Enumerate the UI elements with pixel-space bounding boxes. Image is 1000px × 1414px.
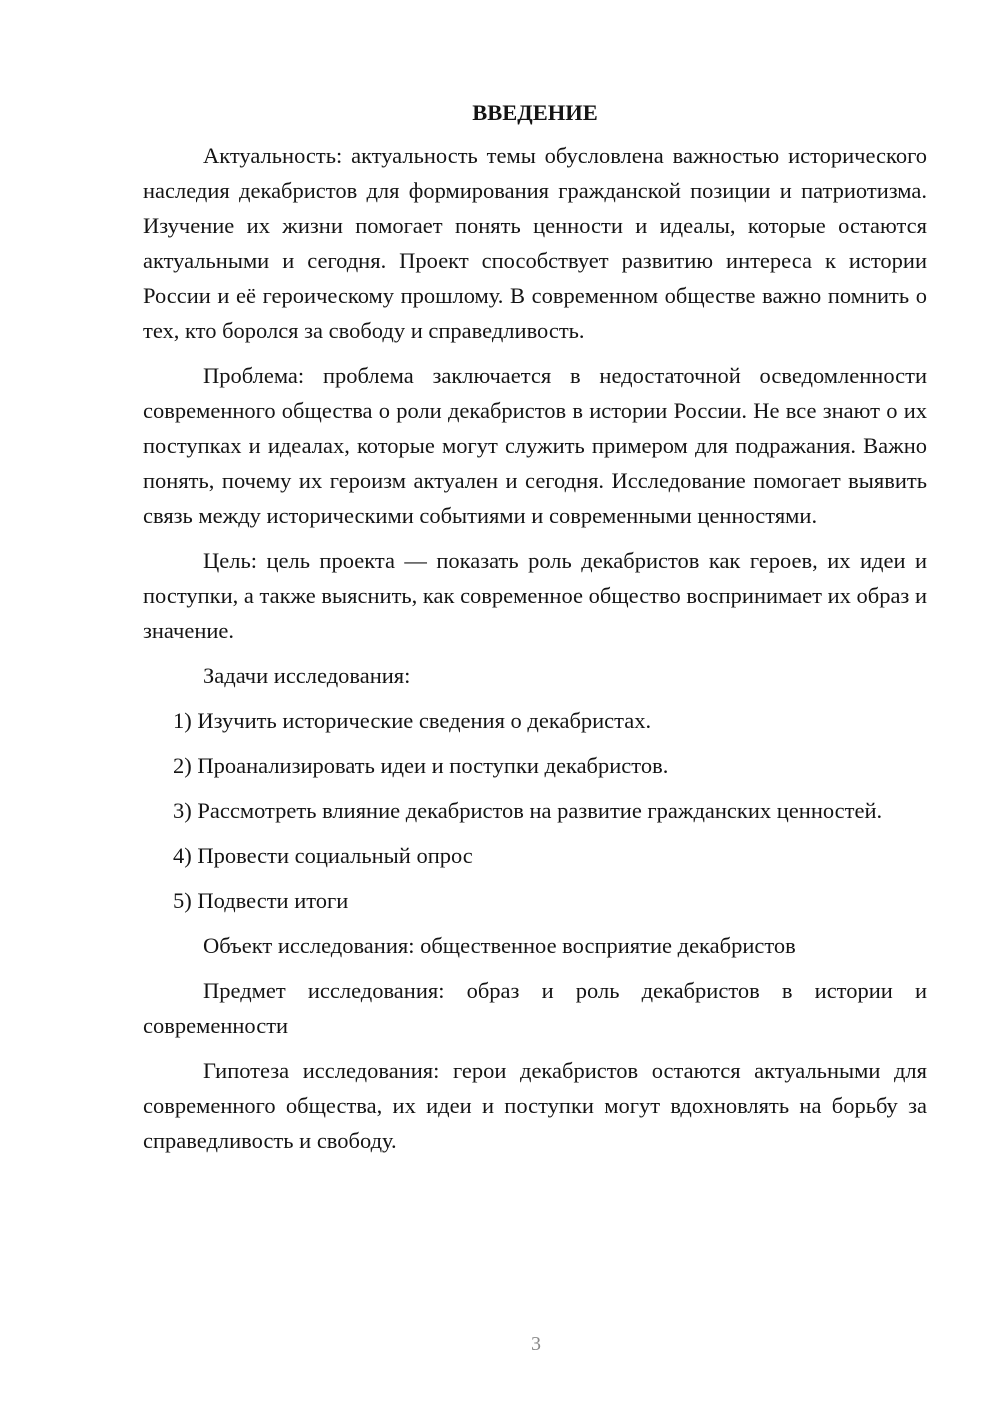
paragraph-subject: Предмет исследования: образ и роль декабристов в истории и современности xyxy=(143,978,927,1038)
paragraph-object: Объект исследования: общественное восприятие декабристов xyxy=(203,933,796,958)
task-item-4: 4) Провести социальный опрос xyxy=(173,843,473,868)
document-page xyxy=(143,95,927,1168)
page-number: 3 xyxy=(531,1333,541,1355)
section-title: ВВЕДЕНИЕ xyxy=(472,100,598,125)
paragraph-hypothesis: Гипотеза исследования: герои декабристов остаются актуальными для современного общества, их идеи и поступки могут вдохновлять на борьбу за справедливость и свободу. xyxy=(143,1058,927,1153)
task-item-3: 3) Рассмотреть влияние декабристов на развитие гражданских ценностей. xyxy=(173,798,883,823)
paragraph-relevance: Актуальность: актуальность темы обусловлена важностью исторического наследия декабристов для формирования гражданской позиции и патриотизма. Изучение их жизни помогает понять ценности и идеалы, которые остаются актуальными и сегодня. Проект способствует развитию интереса к истории России и её героическому прошлому. В современном обществе важно помнить о тех, кто боролся за свободу и справедливость. xyxy=(143,143,927,343)
task-item-1: 1) Изучить исторические сведения о декабристах. xyxy=(173,708,652,733)
paragraph-goal: Цель: цель проекта — показать роль декабристов как героев, их идеи и поступки, а также выяснить, как современное общество воспринимает их образ и значение. xyxy=(143,548,927,643)
paragraph-problem: Проблема: проблема заключается в недостаточной осведомленности современного общества о роли декабристов в истории России. Не все знают о их поступках и идеалах, которые могут служить примером для подражания. Важно понять, почему их героизм актуален и сегодня. Исследование помогает выявить связь между историческими событиями и современными ценностями. xyxy=(143,363,927,528)
task-item-2: 2) Проанализировать идеи и поступки декабристов. xyxy=(173,753,669,778)
task-item-5: 5) Подвести итоги xyxy=(173,888,349,913)
tasks-heading: Задачи исследования: xyxy=(203,663,411,688)
